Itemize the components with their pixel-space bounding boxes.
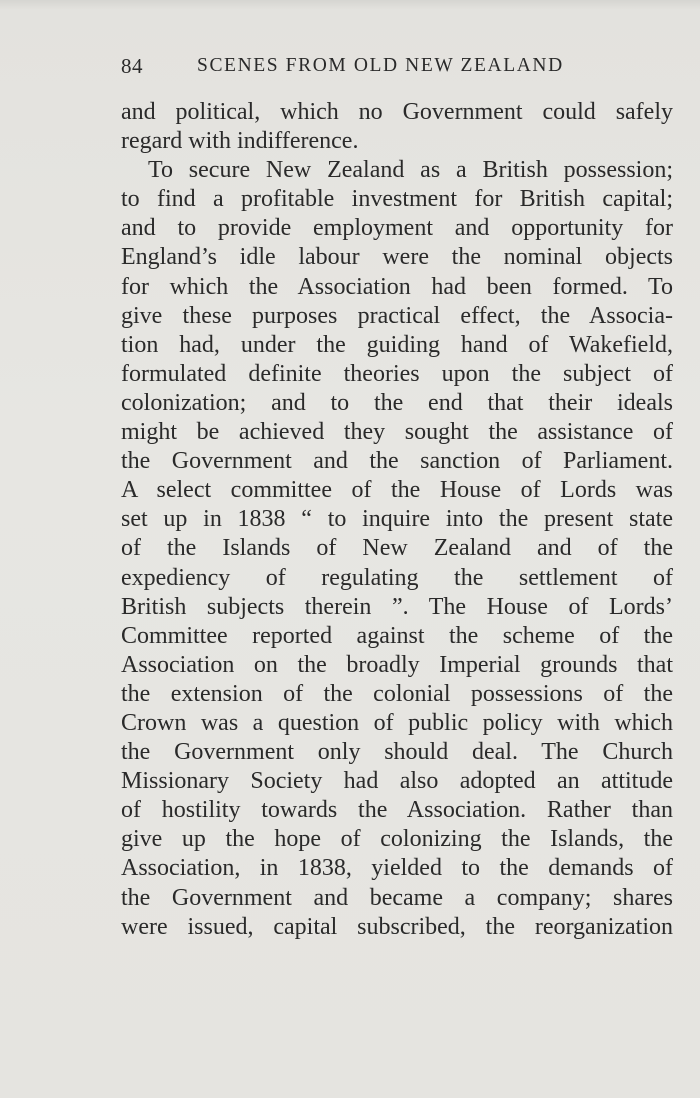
text-line: A select committee of the House of Lords was: [121, 477, 673, 504]
text-line: the Government and the sanction of Parliament.: [121, 448, 673, 475]
text-line: and to provide employment and opportunity for: [121, 215, 673, 242]
text-line: Association on the broadly Imperial grounds that: [121, 651, 673, 678]
text-line: of the Islands of New Zealand and of the: [121, 535, 673, 562]
text-line: tion had, under the guiding hand of Wakefield,: [121, 331, 673, 358]
text-line: Committee reported against the scheme of the: [121, 622, 673, 649]
text-line: Association, in 1838, yielded to the demands of: [121, 855, 673, 882]
text-line: for which the Association had been formed. To: [121, 273, 673, 300]
text-line: the Government and became a company; shares: [121, 884, 673, 911]
text-line: To secure New Zealand as a British possession;: [148, 157, 673, 184]
running-head: [121, 54, 605, 84]
text-line: Crown was a question of public policy with which: [121, 709, 673, 736]
text-line: of hostility towards the Association. Rather than: [121, 797, 673, 824]
text-line: colonization; and to the end that their ideals: [121, 389, 673, 416]
page-number: 84: [121, 54, 143, 78]
text-line: expediency of regulating the settlement of: [121, 564, 673, 591]
text-line: give these purposes practical effect, the Associa-: [121, 302, 673, 329]
text-line: set up in 1838 “ to inquire into the present state: [121, 506, 673, 533]
text-line: regard with indifference.: [121, 128, 359, 155]
text-line: give up the hope of colonizing the Islands, the: [121, 826, 673, 853]
page-edge-shadow: [0, 0, 700, 10]
text-line: and political, which no Government could safely: [121, 99, 673, 125]
text-line: might be achieved they sought the assistance of: [121, 419, 673, 446]
text-line: England’s idle labour were the nominal objects: [121, 244, 673, 271]
text-line: the extension of the colonial possessions of the: [121, 680, 673, 707]
book-title: SCENES FROM OLD NEW ZEALAND: [197, 55, 564, 76]
text-line: to find a profitable investment for British capital;: [121, 186, 673, 213]
text-line: were issued, capital subscribed, the reorganization: [121, 913, 673, 940]
text-line: the Government only should deal. The Church: [121, 739, 673, 766]
body-text: [121, 98, 673, 942]
text-line: Missionary Society had also adopted an attitude: [121, 768, 673, 795]
text-line: British subjects therein ”. The House of Lords’: [121, 593, 673, 620]
text-line: formulated definite theories upon the subject of: [121, 360, 673, 387]
